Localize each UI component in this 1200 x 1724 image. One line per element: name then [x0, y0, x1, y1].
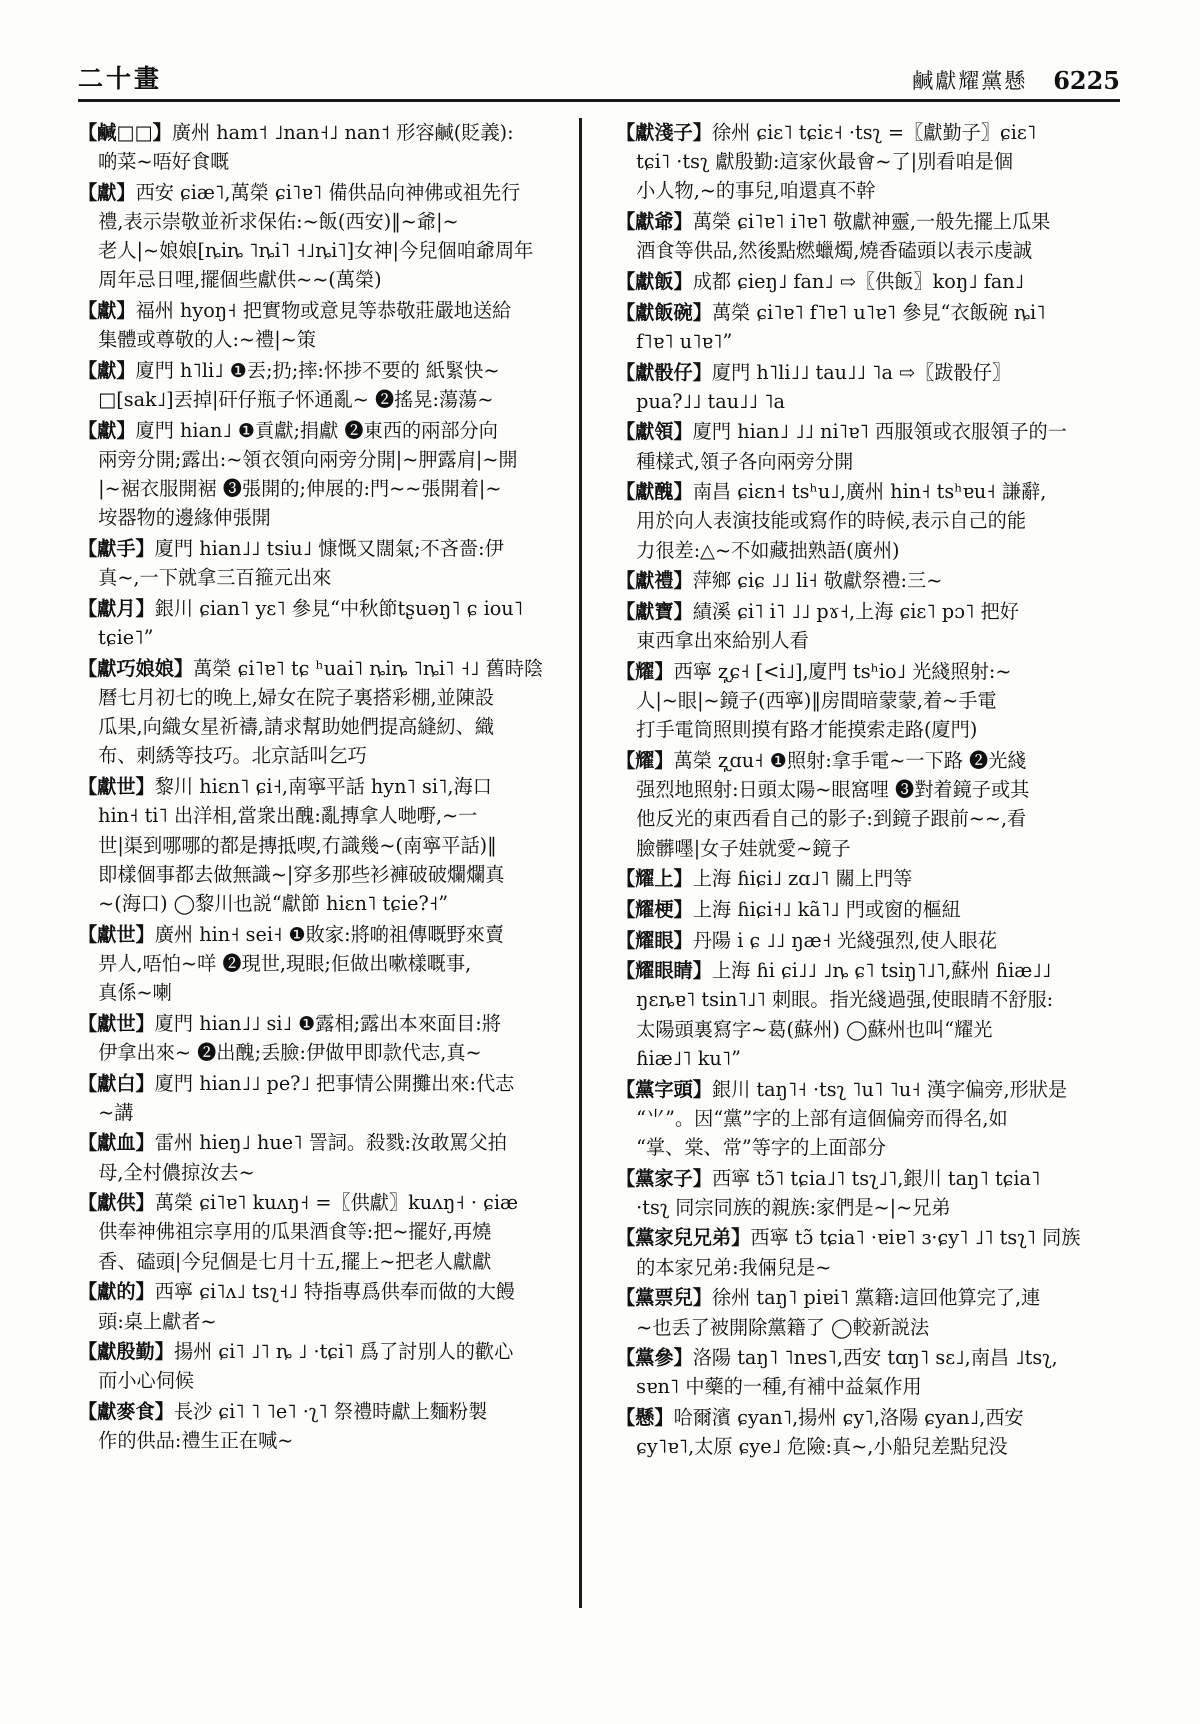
dictionary-entry [616, 1223, 1083, 1281]
page-header [78, 60, 1120, 102]
entry-continuation-line: 畀人,唔怕~咩 ❷現世,現眼;佢做出嗽樣嘅事, [98, 951, 472, 975]
text-columns [78, 118, 1124, 1678]
entry-continuation-line: “掌、棠、常”等字的上面部分 [636, 1135, 887, 1159]
entry-headword: 【獻】 [78, 299, 136, 323]
entry-continuation-line: 酒食等供品,然後點燃蠟燭,燒香磕頭以表示虔誠 [636, 239, 1033, 263]
entry-headword: 【獻世】 [78, 775, 155, 799]
entry-continuation-line: 打手電筒照則摸有路才能摸索走路(廈門) [636, 718, 978, 742]
entry-continuation-line: tɕie˥” [98, 626, 154, 650]
entry-continuation-line: 兩旁分開;露出:~領衣領向兩旁分開|~胛露肩|~開 [98, 448, 518, 472]
entry-first-line: 西寧 ɕi˥ʌ˩ tsʅ˧˩ 特指專爲供奉而做的大饅 [154, 1280, 515, 1304]
entry-first-line: 西寧 tɔ̃ tɕia˥ ·ɐiɐ˥ ɜ·ɕy˥ ˩˥ tsʅ˥ 同族 [750, 1226, 1081, 1250]
entry-first-line: 萬榮 ɕi˥ɐ˥ tɕ ʰuai˥ ȵiȵ ˥ȵi˥ ˧˩ 舊時陰 [193, 656, 544, 680]
entry-continuation-line: 周年忌日哩,擺個些獻供~~(萬榮) [98, 268, 382, 292]
entry-continuation-line: 曆七月初七的晚上,婦女在院子裏搭彩棚,並陳設 [98, 686, 495, 710]
entry-headword: 【獻供】 [78, 1191, 155, 1215]
header-running-characters: 鹹獻耀黨懸 [912, 69, 1028, 93]
entry-headword: 【獻爺】 [616, 210, 693, 234]
entry-headword: 【獻巧娘娘】 [78, 656, 194, 680]
entry-headword: 【黨字頭】 [616, 1077, 712, 1101]
entry-headword: 【獻月】 [78, 597, 155, 620]
header-section-title: 二十畫 [78, 64, 163, 93]
entry-continuation-line: 而小心伺候 [98, 1369, 195, 1393]
dictionary-entry [616, 746, 1083, 863]
entry-first-line: 萍鄉 ɕiɕ ˩˩ li˧ 敬獻祭禮:三~ [692, 569, 943, 593]
entry-first-line: 南昌 ɕiɛn˧ tsʰu˩,廣州 hin˧ tsʰɐu˧ 謙辭, [692, 480, 1047, 504]
entry-headword: 【黨參】 [616, 1346, 693, 1370]
entry-headword: 【獻世】 [78, 922, 155, 946]
entry-continuation-line: |~裾衣服開裾 ❸張開的;伸展的:門~~張開着|~ [98, 477, 502, 501]
entry-first-line: 萬榮 ʐ̩ɑu˧ ❶照射:拿手電~一下路 ❷光綫 [673, 748, 1027, 772]
dictionary-entry [78, 1069, 559, 1127]
entry-continuation-line: hin˧ ti˥ 出洋相,當衆出醜:亂摶拿人哋嘢,~一 [98, 804, 478, 828]
dictionary-entry [616, 864, 1083, 893]
entry-first-line: 上海 ɦiɕi˩ zɑ˩˥ 關上門等 [692, 867, 913, 891]
entry-first-line: 上海 ɦi ɕi˩˩ ˩ȵ ɕ˥ tsiŋ˥˩˥,蘇州 ɦiæ˩˩ [711, 959, 1052, 983]
dictionary-entry [78, 1009, 559, 1067]
dictionary-entry [78, 1277, 559, 1335]
entry-continuation-line: ŋɛȵɐ˥ tsin˥˩˥ 刺眼。指光綫過强,使眼睛不舒服: [636, 988, 1054, 1012]
entry-continuation-line: 瓜果,向織女星祈禱,請求幫助她們提高縫紉、織 [98, 715, 495, 739]
entry-headword: 【獻骰仔】 [616, 360, 712, 384]
entry-first-line: 洛陽 taŋ˥ ˥nɐs˥,西安 tɑŋ˥ sɛ˩,南昌 ˩tsʅ, [692, 1346, 1058, 1370]
dictionary-entry [616, 895, 1083, 924]
dictionary-entry [616, 267, 1083, 296]
entry-first-line: 丹陽 i ɕ ˩˩ ŋæ˧ 光綫强烈,使人眼花 [692, 928, 997, 952]
dictionary-entry [616, 358, 1083, 416]
dictionary-entry [616, 207, 1083, 265]
entry-headword: 【獻的】 [78, 1280, 155, 1304]
dictionary-entry [78, 416, 559, 533]
entry-headword: 【獻手】 [78, 537, 155, 561]
entry-continuation-line: ~講 [98, 1100, 134, 1124]
entry-first-line: 銀川 ɕian˥ yɛ˥ 參見“中秋節tʂuəŋ˥ ɕ iou˥ [154, 597, 524, 620]
entry-continuation-line: ɦiæ˩˥ ku˥” [636, 1046, 741, 1070]
header-right-group [912, 65, 1120, 95]
entry-headword: 【獻領】 [616, 420, 693, 444]
entry-first-line: 廈門 hian˩˩ si˩ ❶露相;露出本來面目:將 [154, 1011, 501, 1035]
entry-continuation-line: ɕy˥ɐ˥,太原 ɕye˩ 危險:真~,小船兒差點兒没 [636, 1435, 1008, 1459]
dictionary-entry [616, 926, 1083, 955]
entry-continuation-line: 東西拿出來給别人看 [636, 629, 809, 653]
entry-continuation-line: 禮,表示崇敬並祈求保佑:~飯(西安)‖~爺|~ [98, 210, 459, 234]
entry-headword: 【獻淺子】 [616, 121, 712, 144]
right-column [590, 118, 1083, 1678]
dictionary-entry [78, 296, 559, 354]
entry-headword: 【耀眼睛】 [616, 959, 712, 983]
dictionary-entry [616, 1343, 1083, 1401]
dictionary-entry [78, 1128, 559, 1186]
dictionary-entry [616, 566, 1083, 595]
entry-first-line: 黎川 hiɛn˥ ɕi˧,南寧平話 hyn˥ si˥,海口 [154, 775, 492, 799]
dictionary-entry [78, 1188, 559, 1276]
dictionary-entry [616, 657, 1083, 745]
entry-continuation-line: sɐn˥ 中藥的一種,有補中益氣作用 [636, 1375, 922, 1399]
dictionary-entry [78, 178, 559, 295]
entry-continuation-line: “⺌”。因“黨”字的上部有這個偏旁而得名,如 [636, 1106, 1008, 1130]
entry-headword: 【獻禮】 [616, 569, 693, 593]
entry-continuation-line: tɕi˥ ·tsʅ 獻殷勤:這家伙最會~了|別看咱是個 [636, 150, 1014, 174]
dictionary-entry [78, 118, 559, 176]
dictionary-entry [616, 1164, 1083, 1222]
entry-continuation-line: 世|渠到哪哪的都是摶抵喫,冇識幾~(南寧平話)‖ [98, 833, 497, 857]
entry-headword: 【獻】 [78, 180, 136, 204]
entry-headword: 【獻飯碗】 [616, 300, 712, 324]
dictionary-entry [616, 417, 1083, 475]
entry-headword: 【黨家子】 [616, 1166, 712, 1190]
dictionary-entry [616, 298, 1083, 356]
entry-headword: 【耀上】 [616, 867, 693, 891]
entry-headword: 【鹹□□】 [78, 121, 172, 144]
entry-first-line: 徐州 taŋ˥ piɐi˥ 黨籍:這回他算完了,連 [711, 1286, 1041, 1310]
entry-first-line: 廈門 h˥li˩ ❶丟;扔;摔:怀捗不要的 紙緊快~ [135, 359, 500, 382]
entry-first-line: 廈門 hian˩ ❶貢獻;捐獻 ❷東西的兩部分向 [135, 418, 498, 442]
left-column [78, 118, 571, 1678]
entry-first-line: 哈爾濱 ɕyan˥,揚州 ɕy˥,洛陽 ɕyan˩,西安 [673, 1406, 1024, 1430]
entry-continuation-line: 母,全村儂掠汝去~ [98, 1160, 255, 1184]
dictionary-entry [616, 1403, 1083, 1461]
dictionary-entry [78, 1337, 559, 1395]
entry-first-line: 西寧 tɔ̃˥ tɕia˩˥ tsʅ˩˥,銀川 taŋ˥ tɕia˥ [711, 1166, 1041, 1190]
entry-continuation-line: 供奉神佛祖宗享用的瓜果酒食等:把~擺好,再燒 [98, 1220, 492, 1244]
entry-continuation-line: 臉髒嚜|女子娃就愛~鏡子 [636, 836, 851, 860]
entry-headword: 【獻醜】 [616, 480, 693, 504]
entry-continuation-line: 啲菜~唔好食嘅 [98, 150, 230, 174]
dictionary-entry [616, 597, 1083, 655]
dictionary-entry [78, 534, 559, 592]
entry-first-line: 萬榮 ɕi˥ɐ˥ f˥ɐ˥ u˥ɐ˥ 參見“衣飯碗 ȵi˥ [711, 300, 1046, 324]
entry-first-line: 萬榮 ɕi˥ɐ˥ kuʌŋ˧ =〖供獻〗kuʌŋ˧ · ɕiæ [154, 1191, 519, 1215]
entry-headword: 【耀】 [616, 748, 674, 772]
dictionary-entry [616, 118, 1083, 206]
dictionary-entry [78, 654, 559, 771]
entry-continuation-line: 伊拿出來~ ❷出醜;丢臉:伊做甲即款代志,真~ [98, 1040, 482, 1064]
page-number: 6225 [1053, 66, 1120, 95]
entry-continuation-line: 太陽頭裏寫字~葛(蘇州) ◯蘇州也叫“耀光 [636, 1017, 993, 1041]
entry-first-line: 廣州 hin˧ sei˧ ❶敗家:將啲祖傳嘅野來賣 [154, 922, 505, 946]
entry-first-line: 銀川 taŋ˥˧ ·tsʅ ˥u˥ ˥u˧ 漢字偏旁,形狀是 [711, 1077, 1068, 1101]
dictionary-entry [78, 772, 559, 918]
entry-first-line: 長沙 ɕi˥ ˥ ˥e˥ ·ʅ˥ 祭禮時獻上麵粉製 [173, 1400, 488, 1424]
entry-continuation-line: f˥ɐ˥ u˥ɐ˥” [636, 329, 733, 353]
entry-first-line: 績溪 ɕi˥ i˥ ˩˩ pɤ˧,上海 ɕiɛ˥ pɔ˥ 把好 [692, 600, 1019, 623]
entry-first-line: 西寧 ʐ̩ɕ˧ [<i˩],廈門 tsʰio˩ 光綫照射:~ [673, 659, 1012, 683]
entry-first-line: 成都 ɕieŋ˩ fan˩ ⇨〖供飯〗koŋ˩ fan˩ [692, 269, 1025, 293]
entry-continuation-line: ~也丢了被開除黨籍了 ◯較新説法 [636, 1315, 930, 1339]
entry-first-line: 西安 ɕiæ˥,萬榮 ɕi˥ɐ˥ 備供品向神佛或祖先行 [135, 180, 521, 204]
entry-continuation-line: 真係~喇 [98, 980, 172, 1004]
entry-first-line: 徐州 ɕiɛ˥ tɕiɛ˧ ·tsʅ =〖獻勤子〗ɕiɛ˥ [711, 121, 1037, 144]
entry-continuation-line: 强烈地照射:日頭太陽~眼窩哩 ❸對着鏡子或其 [636, 778, 1030, 802]
entry-headword: 【耀梗】 [616, 897, 693, 921]
entry-continuation-line: 人|~眼|~鏡子(西寧)‖房間暗蒙蒙,着~手電 [636, 689, 997, 713]
entry-first-line: 廈門 hian˩ ˩˩ ni˥ɐ˥ 西服領或衣服領子的一 [692, 420, 1067, 444]
entry-first-line: 廈門 hian˩˩ tsiu˩ 慷慨又闊氣;不吝嗇:伊 [154, 537, 504, 561]
entry-continuation-line: 香、磕頭|今兒個是七月十五,擺上~把老人獻獻 [98, 1249, 492, 1273]
entry-first-line: 萬榮 ɕi˥ɐ˥ i˥ɐ˥ 敬獻神靈,一般先擺上瓜果 [692, 210, 1051, 234]
entry-continuation-line: ~(海口) ◯黎川也説“獻節 hiɛn˥ tɕie?˧” [98, 891, 449, 915]
entry-first-line: 揚州 ɕi˥ ˩˥ ȵ ˩ ·tɕi˥ 爲了討別人的歡心 [173, 1340, 514, 1364]
entry-headword: 【獻白】 [78, 1071, 155, 1095]
entry-continuation-line: 布、刺綉等技巧。北京話叫乞巧 [98, 744, 367, 768]
entry-continuation-line: 垵器物的邊緣伸張開 [98, 506, 271, 530]
entry-first-line: 福州 hyoŋ˧ 把實物或意見等恭敬莊嚴地送給 [135, 299, 512, 323]
entry-continuation-line: 用於向人表演技能或寫作的時候,表示自己的能 [636, 509, 1027, 533]
entry-headword: 【獻世】 [78, 1011, 155, 1035]
dictionary-entry [616, 1075, 1083, 1163]
dictionary-entry [616, 477, 1083, 565]
entry-headword: 【獻】 [78, 418, 136, 442]
entry-continuation-line: 力很差:△~不如藏拙熟語(廣州) [636, 538, 900, 562]
entry-headword: 【耀眼】 [616, 928, 693, 952]
entry-continuation-line: 頭:桌上獻者~ [98, 1309, 217, 1333]
entry-continuation-line: pua?˩˩ tau˩˩ ˥a [636, 389, 785, 413]
entry-continuation-line: 作的供品:禮生正在喊~ [98, 1429, 294, 1453]
entry-headword: 【黨票兒】 [616, 1286, 712, 1310]
entry-first-line: 廈門 h˥li˩˩ tau˩˩ ˥a ⇨〖跋骰仔〗 [711, 360, 1012, 384]
dictionary-entry [616, 956, 1083, 1073]
entry-first-line: 廈門 hian˩˩ pe?˩ 把事情公開攤出來:代志 [154, 1071, 515, 1095]
dictionary-entry [78, 920, 559, 1008]
entry-headword: 【獻殷勤】 [78, 1340, 174, 1364]
dictionary-entry [616, 1283, 1083, 1341]
entry-first-line: 廣州 ham˦ ˩nan˧˩ nan˦ 形容鹹(貶義): [171, 121, 514, 144]
entry-continuation-line: 他反光的東西看自己的影子:到鏡子跟前~~,看 [636, 807, 1027, 831]
entry-continuation-line: 種樣式,領子各向兩旁分開 [636, 449, 854, 473]
entry-continuation-line: □[sak˩]丟掉|矸仔瓶子怀通亂~ ❷搖晃:蕩蕩~ [98, 388, 494, 412]
entry-continuation-line: 集體或尊敬的人:~禮|~策 [98, 328, 316, 352]
entry-continuation-line: 老人|~娘娘[ȵiȵ ˥ȵi˥ ˧˩ȵi˥]女神|今兒個咱爺周年 [98, 239, 534, 263]
entry-headword: 【獻】 [78, 359, 136, 382]
entry-continuation-line: ·tsʅ 同宗同族的親族:家們是~|~兄弟 [636, 1195, 951, 1219]
entry-continuation-line: 的本家兄弟:我倆兒是~ [636, 1255, 832, 1279]
entry-first-line: 上海 ɦiɕi˧˩ kã˥˩ 門或窗的樞紐 [692, 897, 961, 921]
entry-continuation-line: 小人物,~的事兒,咱還真不幹 [636, 179, 876, 203]
entry-continuation-line: 真~,一下就拿三百箍元出來 [98, 566, 332, 590]
dictionary-entry [78, 356, 559, 414]
entry-first-line: 雷州 hieŋ˩ hue˥ 詈詞。殺戮:汝敢罵父拍 [154, 1131, 507, 1155]
dictionary-entry [78, 594, 559, 652]
entry-headword: 【獻飯】 [616, 269, 693, 293]
entry-headword: 【耀】 [616, 659, 674, 683]
entry-headword: 【獻血】 [78, 1131, 155, 1155]
column-divider [579, 118, 582, 1608]
entry-headword: 【獻麥食】 [78, 1400, 174, 1424]
entry-headword: 【黨家兒兄弟】 [616, 1226, 751, 1250]
entry-continuation-line: 即樣個事都去做無識~|穿多那些衫褲破破爛爛真 [98, 862, 505, 886]
dictionary-entry [78, 1397, 559, 1455]
entry-headword: 【懸】 [616, 1406, 674, 1430]
entry-headword: 【獻寶】 [616, 600, 693, 623]
